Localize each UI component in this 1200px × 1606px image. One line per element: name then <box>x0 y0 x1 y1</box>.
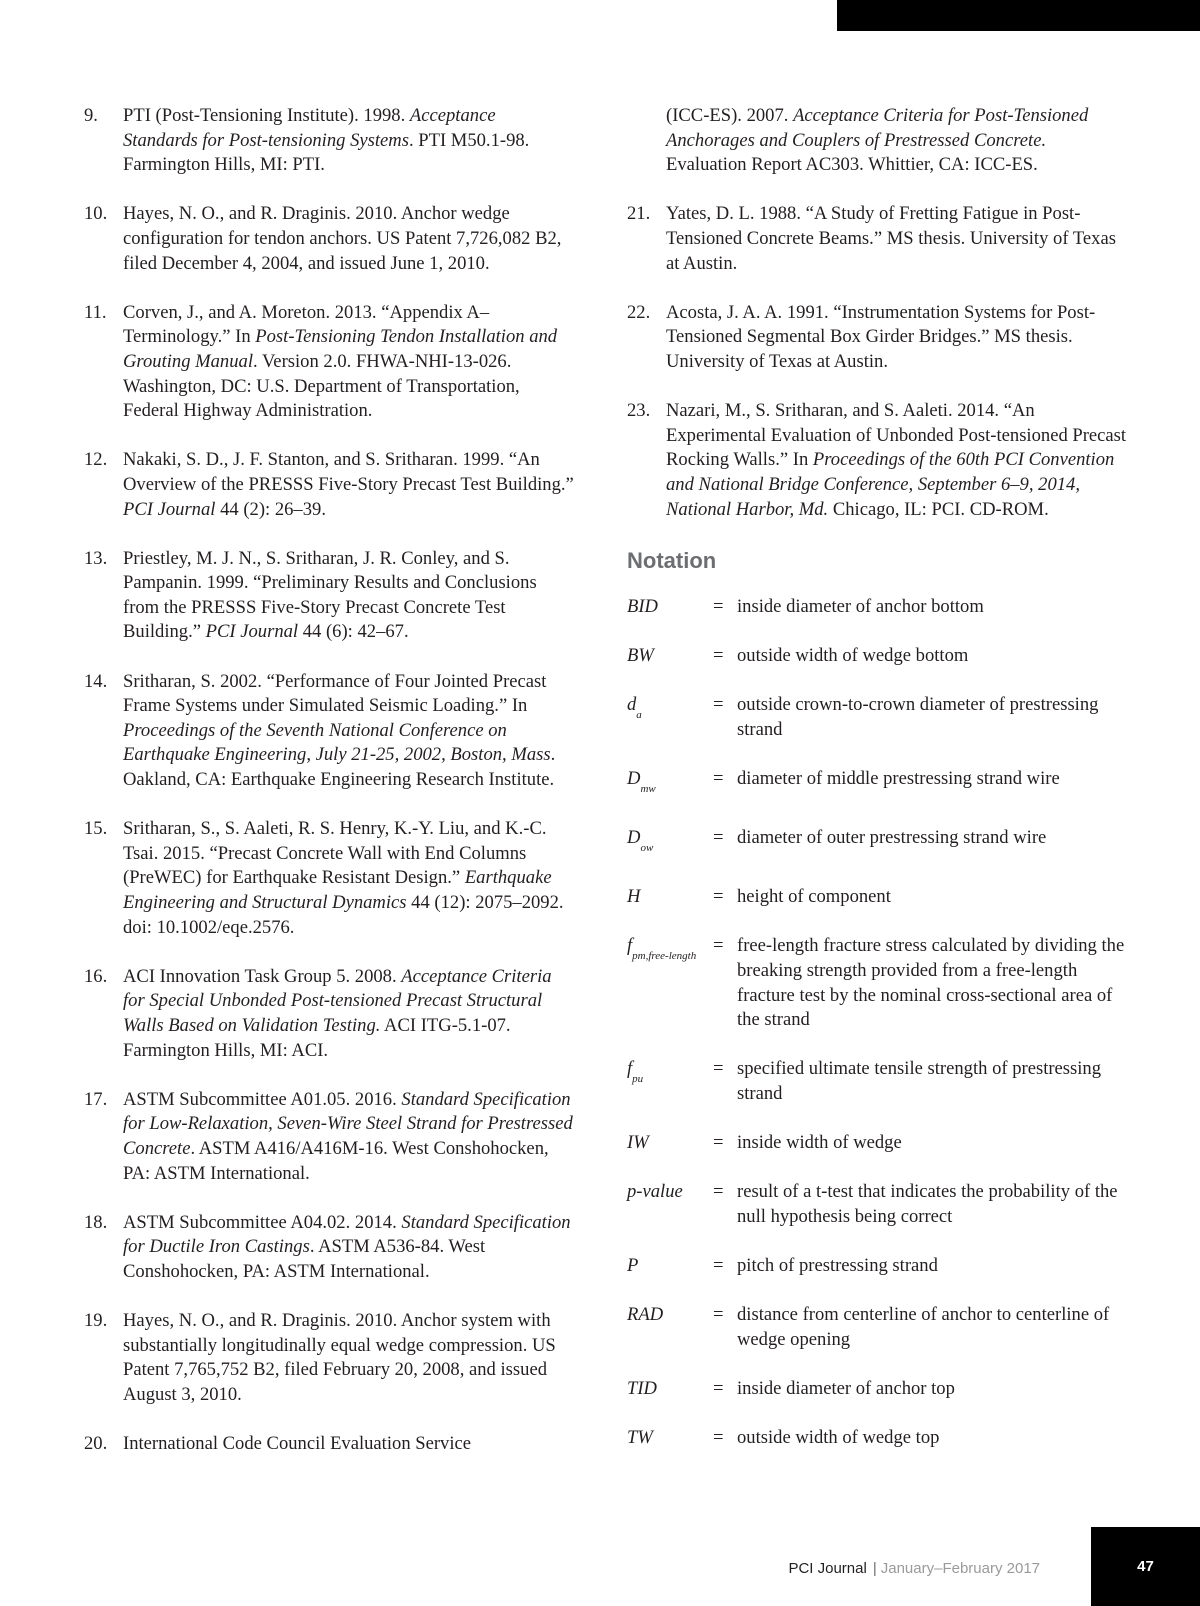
reference-title: PCI Journal <box>205 621 299 643</box>
notation-definition: pitch of prestressing strand <box>737 1255 938 1277</box>
reference-text <box>123 202 574 276</box>
reference-item <box>627 202 1127 276</box>
reference-title: Acceptance Criteria for Special Unbonded Post-tensioned Precast Structural Walls Based on Validation Testing. <box>123 965 552 1036</box>
reference-segment: 44 (12): 2075–2092. doi: 10.1002/eqe.2576. <box>123 892 564 938</box>
reference-item <box>84 301 574 424</box>
reference-title: Acceptance Standards for Post-tensioning Systems <box>123 105 496 151</box>
notation-symbol-subscript: pm,free-length <box>632 950 697 963</box>
notation-row <box>627 934 1127 1032</box>
reference-segment: 44 (6): 42–67. <box>298 621 409 643</box>
reference-item <box>627 301 1127 375</box>
references-left-column <box>84 104 574 1481</box>
reference-text <box>123 817 574 940</box>
notation-symbol <box>627 767 713 802</box>
reference-title: Standard Specification for Low-Relaxation, Seven-Wire Steel Strand for Prestressed Concrete <box>123 1088 573 1159</box>
reference-title: Earthquake Engineering and Structural Dynamics <box>123 867 552 913</box>
reference-number: 13. <box>84 547 108 569</box>
reference-item <box>627 104 1127 178</box>
notation-equals: = <box>713 644 724 666</box>
reference-segment: Hayes, N. O., and R. Draginis. 2010. Anchor wedge configuration for tendon anchors. US Patent 7,726,082 B2, filed December 4, 2004, and issued June 1, 2010. <box>123 203 562 274</box>
reference-text <box>666 104 1127 178</box>
notation-definition: result of a t-test that indicates the probability of the null hypothesis being correct <box>737 1181 1118 1227</box>
reference-text <box>666 399 1127 522</box>
reference-segment: ASTM Subcommittee A01.05. 2016. <box>123 1088 402 1110</box>
notation-equals: = <box>713 1255 724 1277</box>
reference-item <box>84 817 574 940</box>
footer-journal-name: PCI Journal <box>788 1560 867 1577</box>
notation-equals: = <box>713 1132 724 1154</box>
notation-symbol-subscript: pu <box>632 1073 644 1086</box>
reference-title: Standard Specification for Ductile Iron Castings <box>123 1211 571 1258</box>
reference-segment: ACI Innovation Task Group 5. 2008. <box>123 965 402 987</box>
reference-item <box>84 670 574 793</box>
notation-symbol <box>627 1426 713 1451</box>
reference-segment: (ICC-ES). 2007. <box>666 105 794 126</box>
notation-heading: Notation <box>627 547 717 573</box>
notation-symbol <box>627 1303 713 1352</box>
notation-equals: = <box>713 935 724 957</box>
reference-segment: . PTI M50.1-98. Farmington Hills, MI: PTI. <box>123 129 530 176</box>
reference-segment: Hayes, N. O., and R. Draginis. 2010. Anchor system with substantially longitudinally equal wedge compression. US Patent 7,765,752 B2, filed February 20, 2008, and issued August 3, 2010. <box>123 1310 556 1405</box>
notation-row <box>627 1303 1127 1352</box>
notation-symbol-main: RAD <box>627 1304 664 1326</box>
reference-text <box>123 301 574 424</box>
reference-item <box>84 202 574 276</box>
notation-symbol <box>627 1057 713 1106</box>
notation-equals: = <box>713 827 724 849</box>
reference-text <box>123 1088 574 1186</box>
reference-item <box>84 1088 574 1186</box>
reference-segment: 44 (2): 26–39. <box>215 498 326 520</box>
notation-symbol-subscript: ow <box>640 842 654 855</box>
reference-title: Post-Tensioning Tendon Installation and Grouting Manual <box>123 326 558 372</box>
reference-segment: ACI ITG-5.1-07. Farmington Hills, MI: ACI. <box>123 1014 511 1061</box>
reference-title: Proceedings of the Seventh National Conference on Earthquake Engineering, July 21-25, 2002, Boston, Mass <box>123 719 551 766</box>
reference-text <box>123 547 574 645</box>
reference-title: Proceedings of the 60th PCI Convention and National Bridge Conference, September 6–9, 2014, National Harbor, Md. <box>666 449 1115 520</box>
reference-item <box>84 965 574 1063</box>
notation-symbol-main: D <box>627 767 641 789</box>
reference-text <box>123 965 574 1063</box>
notation-symbol <box>627 1377 713 1402</box>
notation-equals: = <box>713 767 724 789</box>
reference-segment: Chicago, IL: PCI. CD-ROM. <box>828 498 1049 520</box>
reference-segment: Evaluation Report AC303. Whittier, CA: ICC-ES. <box>666 154 1038 176</box>
reference-item <box>84 1211 574 1285</box>
notation-symbol-subscript: mw <box>640 782 656 795</box>
notation-row <box>627 826 1127 861</box>
notation-symbol <box>627 595 713 620</box>
notation-definition: outside crown-to-crown diameter of prestressing strand <box>737 694 1099 740</box>
reference-segment: Nazari, M., S. Sritharan, and S. Aaleti. 2014. “An Experimental Evaluation of Unbonded Post-tensioned Precast Rocking Walls.” In <box>666 400 1127 471</box>
references-right-column <box>627 104 1127 1475</box>
notation-equals: = <box>713 1181 724 1203</box>
notation-definition: specified ultimate tensile strength of prestressing strand <box>737 1058 1102 1104</box>
notation-symbol-main: TID <box>627 1378 657 1400</box>
page-number-box <box>1091 1527 1200 1606</box>
notation-symbol-main: BID <box>627 595 658 617</box>
notation-symbol <box>627 1180 713 1229</box>
notation-symbol-main: IW <box>627 1132 649 1154</box>
notation-symbol-main: D <box>627 827 641 849</box>
notation-symbol-main: p-value <box>627 1181 683 1203</box>
reference-segment: ASTM Subcommittee A04.02. 2014. <box>123 1211 402 1233</box>
notation-row <box>627 1057 1127 1106</box>
reference-number <box>627 104 666 178</box>
notation-equals: = <box>713 886 724 908</box>
notation-row <box>627 693 1127 742</box>
notation-symbol-main: P <box>627 1255 639 1277</box>
notation-list <box>627 595 1127 1451</box>
notation-symbol-main: H <box>627 886 641 908</box>
reference-item <box>84 1309 574 1407</box>
reference-text <box>123 1432 574 1457</box>
notation-symbol <box>627 644 713 669</box>
reference-number: 17. <box>84 1088 108 1110</box>
reference-text <box>123 448 574 522</box>
notation-row <box>627 644 1127 669</box>
reference-number: 15. <box>84 818 108 840</box>
reference-number: 18. <box>84 1211 108 1233</box>
notation-definition: outside width of wedge top <box>737 1427 940 1449</box>
notation-equals: = <box>713 694 724 716</box>
reference-item <box>84 547 574 645</box>
notation-equals: = <box>713 1304 724 1326</box>
notation-equals: = <box>713 1378 724 1400</box>
reference-number: 9. <box>84 105 98 126</box>
reference-segment: . ASTM A416/A416M-16. West Conshohocken, PA: ASTM International. <box>123 1137 549 1184</box>
notation-definition: distance from centerline of anchor to centerline of wedge opening <box>737 1304 1110 1350</box>
reference-number: 10. <box>84 203 108 225</box>
reference-text <box>123 670 574 793</box>
reference-number: 16. <box>84 965 108 987</box>
notation-equals: = <box>713 1058 724 1080</box>
notation-definition: diameter of middle prestressing strand wire <box>737 767 1060 789</box>
header-bar <box>837 0 1200 31</box>
reference-number: 22. <box>627 301 651 323</box>
notation-row <box>627 1180 1127 1229</box>
notation-row <box>627 1377 1127 1402</box>
reference-item <box>84 448 574 522</box>
page-number: 47 <box>1137 1558 1154 1575</box>
notation-symbol-main: f <box>627 935 633 957</box>
reference-number: 19. <box>84 1310 108 1332</box>
reference-text <box>123 104 574 178</box>
reference-segment: PTI (Post-Tensioning Institute). 1998. <box>123 105 410 126</box>
notation-row <box>627 885 1127 910</box>
reference-number: 11. <box>84 301 107 323</box>
reference-title: Acceptance Criteria for Post-Tensioned Anchorages and Couplers of Prestressed Concrete. <box>666 105 1089 151</box>
reference-number: 12. <box>84 449 108 471</box>
notation-definition: inside diameter of anchor top <box>737 1378 955 1400</box>
reference-segment: Corven, J., and A. Moreton. 2013. “Appendix A–Terminology.” In <box>123 301 490 348</box>
notation-symbol <box>627 885 713 910</box>
reference-segment: Nakaki, S. D., J. F. Stanton, and S. Sritharan. 1999. “An Overview of the PRESSS Five-Story Precast Test Building.” <box>123 449 574 495</box>
reference-title: PCI Journal <box>123 498 216 520</box>
reference-segment: Sritharan, S., S. Aaleti, R. S. Henry, K.-Y. Liu, and K.-C. Tsai. 2015. “Precast Concrete Wall with End Columns (PreWEC) for Earthquake Resistant Design.” <box>123 818 547 889</box>
notation-row <box>627 1426 1127 1451</box>
reference-item <box>84 1432 574 1457</box>
reference-number: 21. <box>627 203 651 225</box>
notation-definition: height of component <box>737 886 891 908</box>
reference-segment: . ASTM A536-84. West Conshohocken, PA: ASTM International. <box>123 1236 486 1282</box>
notation-definition: diameter of outer prestressing strand wire <box>737 827 1047 849</box>
reference-item <box>84 104 574 178</box>
reference-segment: Priestley, M. J. N., S. Sritharan, J. R. Conley, and S. Pampanin. 1999. “Preliminary Results and Conclusions from the PRESSS Five-Story Precast Concrete Test Building.” <box>123 547 537 643</box>
reference-segment: . Oakland, CA: Earthquake Engineering Research Institute. <box>123 744 556 791</box>
reference-text <box>666 301 1127 375</box>
notation-symbol <box>627 1254 713 1279</box>
reference-segment: . Version 2.0. FHWA-NHI-13-026. Washington, DC: U.S. Department of Transportation, Federal Highway Administration. <box>123 350 520 422</box>
notation-symbol-main: TW <box>627 1427 653 1449</box>
notation-row <box>627 767 1127 802</box>
reference-number: 23. <box>627 400 651 422</box>
notation-symbol <box>627 934 713 1032</box>
notation-symbol <box>627 1131 713 1156</box>
notation-definition: free-length fracture stress calculated by dividing the breaking strength provided from a free-length fracture test by the nominal cross-sectional area of the strand <box>737 935 1125 1031</box>
notation-symbol <box>627 826 713 861</box>
reference-text <box>123 1309 574 1407</box>
notation-symbol <box>627 693 713 742</box>
notation-definition: inside width of wedge <box>737 1132 902 1154</box>
notation-equals: = <box>713 1427 724 1449</box>
notation-definition: outside width of wedge bottom <box>737 644 969 666</box>
footer-running-title <box>788 1556 1040 1582</box>
reference-segment: Sritharan, S. 2002. “Performance of Four Jointed Precast Frame Systems under Simulated Seismic Loading.” In <box>123 670 547 717</box>
notation-symbol-subscript: a <box>636 709 642 722</box>
reference-text <box>666 202 1127 276</box>
reference-segment: Yates, D. L. 1988. “A Study of Fretting Fatigue in Post-Tensioned Concrete Beams.” MS thesis. University of Texas at Austin. <box>666 203 1116 274</box>
notation-symbol-main: d <box>627 694 637 716</box>
references-right-list <box>627 104 1127 522</box>
reference-segment: International Code Council Evaluation Service <box>123 1433 472 1455</box>
footer-separator: | <box>872 1560 877 1577</box>
reference-number: 20. <box>84 1433 108 1455</box>
notation-symbol-main: f <box>627 1058 633 1080</box>
reference-number: 14. <box>84 670 108 692</box>
reference-item <box>627 399 1127 522</box>
notation-row <box>627 1254 1127 1279</box>
notation-equals: = <box>713 595 724 617</box>
reference-text <box>123 1211 574 1285</box>
reference-segment: Acosta, J. A. A. 1991. “Instrumentation Systems for Post-Tensioned Segmental Box Girder Bridges.” MS thesis. University of Texas at Austin. <box>666 301 1096 372</box>
notation-row <box>627 1131 1127 1156</box>
notation-symbol-main: BW <box>627 644 654 666</box>
footer-issue-date: January–February 2017 <box>880 1560 1040 1577</box>
notation-definition: inside diameter of anchor bottom <box>737 595 984 617</box>
notation-row <box>627 595 1127 620</box>
